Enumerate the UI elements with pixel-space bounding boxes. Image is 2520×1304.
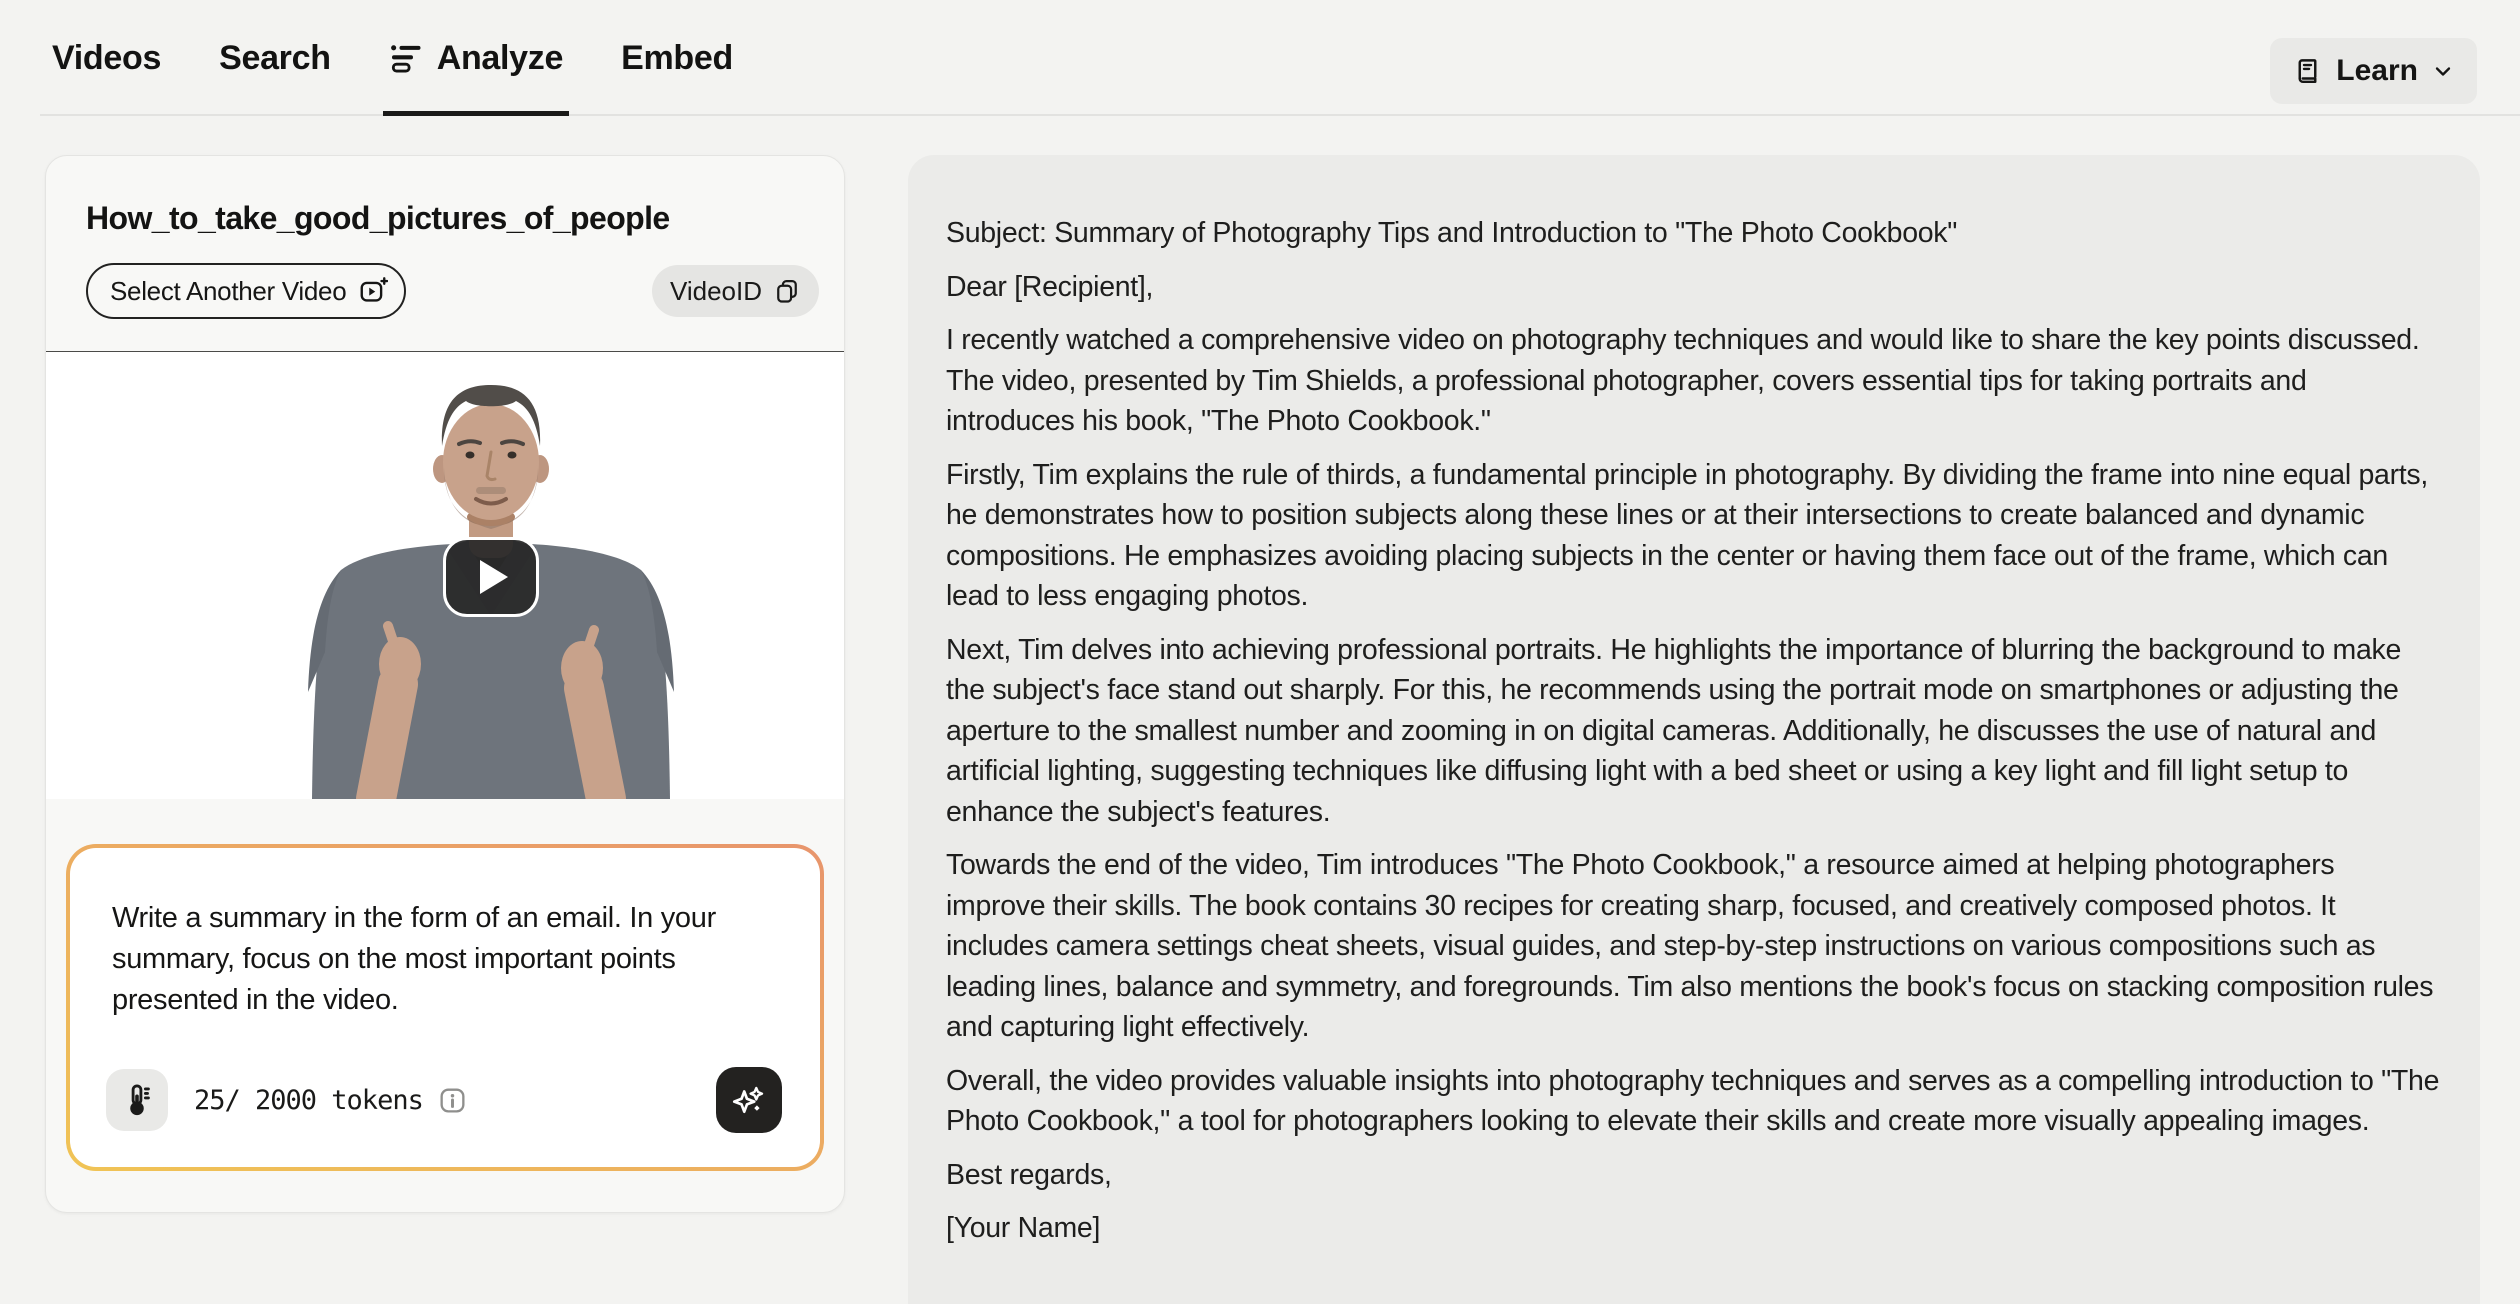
tab-search-label: Search xyxy=(219,38,331,77)
videoid-copy-button[interactable] xyxy=(652,265,819,317)
select-another-video-button[interactable] xyxy=(86,263,406,319)
prompt-input[interactable] xyxy=(70,848,820,1167)
learn-button[interactable] xyxy=(2270,38,2477,104)
play-icon xyxy=(480,560,508,594)
result-paragraph: Subject: Summary of Photography Tips and Introduction to "The Photo Cookbook" xyxy=(946,217,1958,249)
tab-analyze-label: Analyze xyxy=(436,38,564,77)
tab-videos[interactable] xyxy=(52,0,161,116)
temperature-button[interactable] xyxy=(106,1069,168,1131)
learn-button-label: Learn xyxy=(2336,54,2418,87)
result-paragraph: Dear [Recipient], xyxy=(946,270,1154,303)
token-counter: 25/ 2000 tokens xyxy=(194,1084,423,1116)
tab-search[interactable] xyxy=(219,0,331,116)
tab-embed[interactable] xyxy=(621,0,733,116)
result-paragraph: Towards the end of the video, Tim introduces "The Photo Cookbook," a resource aimed at helping photographers improve their skills. The book contains 30 recipes for creating sharp, focused, and creatively composed photos. It includes camera settings cheat sheets, visual guides, and step-by-step instructions on various compositions such as leading lines, balance and symmetry, and foregrounds. Tim also mentions the book's focus on stacking composition rules and capturing light effectively. xyxy=(946,849,2434,1043)
play-button[interactable] xyxy=(443,537,539,617)
chevron-down-icon xyxy=(2431,59,2455,83)
result-paragraph: Best regards, xyxy=(946,1158,1112,1191)
video-title: How_to_take_good_pictures_of_people xyxy=(86,200,670,236)
video-add-icon xyxy=(358,276,388,306)
nav-tabs xyxy=(52,0,733,116)
prompt-box-border xyxy=(66,844,824,1171)
prompt-controls xyxy=(106,1067,782,1133)
select-video-label: Select Another Video xyxy=(110,275,347,306)
tab-videos-label: Videos xyxy=(52,38,162,77)
result-paragraph: Firstly, Tim explains the rule of thirds, a fundamental principle in photography. By dividing the frame into nine equal parts, he demonstrates how to position subjects along these lines or at their intersections to create balanced and dynamic compositions. He emphasizes avoiding placing subjects in the center or having them face out of the frame, which can lead to less engaging photos. xyxy=(946,458,2428,612)
result-paragraph: Overall, the video provides valuable insights into photography techniques and serves as a compelling introduction to "The Photo Cookbook," a tool for photographers looking to elevate their skills and create more visually appealing images. xyxy=(946,1064,2440,1137)
videoid-label: VideoID xyxy=(669,275,762,306)
video-player[interactable] xyxy=(46,351,844,799)
result-paragraph: I recently watched a comprehensive video on photography techniques and would like to share the key points discussed. The video, presented by Tim Shields, a professional photographer, covers essential tips for taking portraits and introduces his book, "The Photo Cookbook." xyxy=(946,324,2420,437)
result-paragraph: Next, Tim delves into achieving professional portraits. He highlights the importance of blurring the background to make the subject's face stand out sharply. For this, he recommends using the portrait mode on smartphones or adjusting the aperture to the smallest number and zooming in on digital cameras. Additionally, he discusses the use of natural and artificial lighting, suggesting techniques like diffusing light with a bed sheet or using a key light and fill light setup to enhance the subject's features. xyxy=(946,633,2401,828)
sparkles-icon xyxy=(730,1081,768,1119)
prompt-text: Write a summary in the form of an email. In your summary, focus on the most important points presented in the video. xyxy=(112,902,716,1016)
thermometer-icon xyxy=(119,1082,155,1118)
analysis-result-panel[interactable] xyxy=(908,155,2480,1304)
video-card xyxy=(45,155,845,1213)
result-paragraph: [Your Name] xyxy=(946,1212,1101,1244)
analyze-summary-icon xyxy=(389,40,425,76)
info-icon[interactable] xyxy=(437,1085,468,1116)
top-nav xyxy=(0,0,2520,116)
tab-embed-label: Embed xyxy=(621,38,733,77)
book-icon xyxy=(2292,56,2323,87)
copy-icon xyxy=(773,277,801,305)
tab-analyze[interactable] xyxy=(389,0,563,116)
generate-button[interactable] xyxy=(716,1067,782,1133)
video-card-actions xyxy=(86,263,819,319)
